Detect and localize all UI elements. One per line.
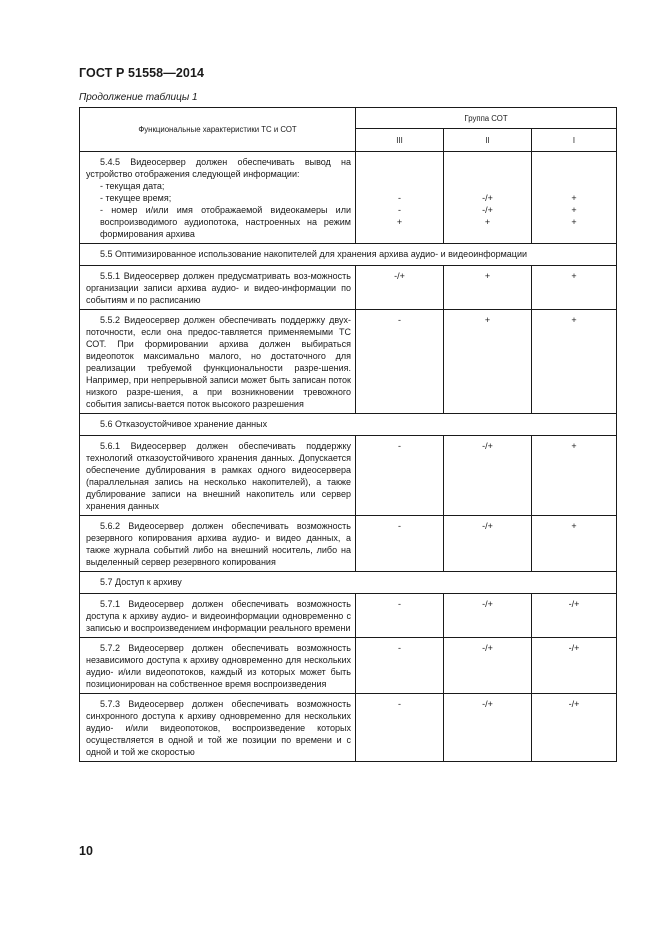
requirement-5-7-3 — [80, 694, 356, 762]
table-row — [80, 638, 617, 694]
section-5-7-heading: 5.7 Доступ к архиву — [80, 572, 617, 594]
header-group-II: II — [444, 129, 532, 152]
section-row — [80, 414, 617, 436]
requirement-intro: 5.4.5 Видеосервер должен обеспечивать вывод на устройство отображения следующей информации: — [86, 157, 351, 179]
page-number: 10 — [79, 844, 93, 858]
table-row — [80, 694, 617, 762]
table-row — [80, 310, 617, 414]
section-row — [80, 572, 617, 594]
value-III: -/+ — [356, 266, 444, 310]
section-row — [80, 244, 617, 266]
value-II: -/+ — [444, 436, 532, 516]
requirement-text: 5.6.2 Видеосервер должен обеспечивать возможность резервного копирования архива аудио- и видео данных, а также журнала событий либо на внешний носитель, либо на выделенный сервер резервного копирования — [86, 521, 351, 567]
value-II: -/+ — [444, 638, 532, 694]
requirement-5-6-1 — [80, 436, 356, 516]
requirement-5-7-2 — [80, 638, 356, 694]
table-row — [80, 152, 617, 244]
table-row — [80, 594, 617, 638]
value-II: + — [444, 266, 532, 310]
header-group-I: I — [532, 129, 617, 152]
value-II — [444, 152, 532, 244]
requirement-5-6-2 — [80, 516, 356, 572]
header-sot-group: Группа СОТ — [356, 108, 617, 129]
value-II: + — [444, 310, 532, 414]
value-line: + — [571, 217, 577, 227]
list-item: - номер и/или имя отображаемой видеокамеры или воспроизводимого аудиопотока, настроенных на режим формирования архива — [100, 205, 351, 239]
requirement-text: 5.7.2 Видеосервер должен обеспечивать возможность независимого доступа к архиву одновременно для нескольких аудио- и/или видеопотоков, каждый из которых может быть позиционирован на собственное время воспроизведения — [86, 643, 351, 689]
value-I: + — [532, 266, 617, 310]
value-I: -/+ — [532, 594, 617, 638]
table-row — [80, 266, 617, 310]
requirement-5-5-2 — [80, 310, 356, 414]
value-I: -/+ — [532, 638, 617, 694]
requirement-5-7-1 — [80, 594, 356, 638]
value-III: - — [356, 594, 444, 638]
list-item: - текущее время; — [100, 193, 172, 203]
section-5-6-heading: 5.6 Отказоустойчивое хранение данных — [80, 414, 617, 436]
table-continuation-caption: Продолжение таблицы 1 — [79, 92, 198, 103]
value-I: -/+ — [532, 694, 617, 762]
value-line: + — [571, 193, 577, 203]
value-III — [356, 152, 444, 244]
value-I: + — [532, 310, 617, 414]
requirement-text: 5.7.3 Видеосервер должен обеспечивать возможность синхронного доступа к архиву одновременно для нескольких аудио- и/или видеопотоков, воспроизведение которых осуществляется в одной и той же позиции по времени и с одной и той же скоростью — [86, 699, 351, 757]
value-II: -/+ — [444, 694, 532, 762]
value-I: + — [532, 436, 617, 516]
value-line: + — [396, 217, 403, 227]
requirement-5-4-5 — [80, 152, 356, 244]
header-group-III: III — [356, 129, 444, 152]
requirements-table — [79, 107, 617, 762]
section-5-5-heading: 5.5 Оптимизированное использование накопителей для хранения архива аудио- и видеоинформации — [80, 244, 617, 266]
value-I — [532, 152, 617, 244]
value-line: -/+ — [482, 205, 493, 215]
value-line: + — [484, 217, 491, 227]
requirement-text: 5.7.1 Видеосервер должен обеспечивать возможность доступа к архиву аудио- и видеоинформации одновременно с записью и воспроизведением информации реального времени — [86, 599, 351, 633]
value-line: -/+ — [482, 193, 493, 203]
value-I: + — [532, 516, 617, 572]
value-II: -/+ — [444, 594, 532, 638]
value-III: - — [356, 638, 444, 694]
value-line: + — [571, 205, 577, 215]
standard-title: ГОСТ Р 51558—2014 — [79, 66, 205, 80]
requirement-text: 5.6.1 Видеосервер должен обеспечивать поддержку технологий отказоустойчивого хранения данных. Допускается обеспечение дублирования в рамках одного видеосервера (параллельная запись на несколько накопителей), а также дублирование записи на внешний накопитель или сервер хранения данных — [86, 441, 351, 511]
value-III: - — [356, 310, 444, 414]
value-II: -/+ — [444, 516, 532, 572]
value-line: - — [398, 193, 401, 203]
header-functional-characteristics: Функциональные характеристики ТС и СОТ — [80, 108, 356, 152]
table-row — [80, 516, 617, 572]
value-line: - — [398, 205, 401, 215]
requirement-text: 5.5.1 Видеосервер должен предусматривать воз-можность организации записи архива аудио- и видео-информации по событиям и по расписанию — [86, 271, 351, 305]
list-item: - текущая дата; — [100, 181, 165, 191]
value-III: - — [356, 694, 444, 762]
requirement-5-5-1 — [80, 266, 356, 310]
table-row — [80, 436, 617, 516]
value-III: - — [356, 516, 444, 572]
value-III: - — [356, 436, 444, 516]
requirement-text: 5.5.2 Видеосервер должен обеспечивать поддержку двух-поточности, если она предос-тавляется применяемыми ТС СОТ. При формировании архива должен выбираться видеопоток максимально малого, но достаточного для реализации требуемой функциональности разре-шения. Например, при непрерывной записи может быть записан поток низкого разре-шения, а при возникновении тревожного события записы-вается поток высокого разрешения — [86, 315, 351, 409]
